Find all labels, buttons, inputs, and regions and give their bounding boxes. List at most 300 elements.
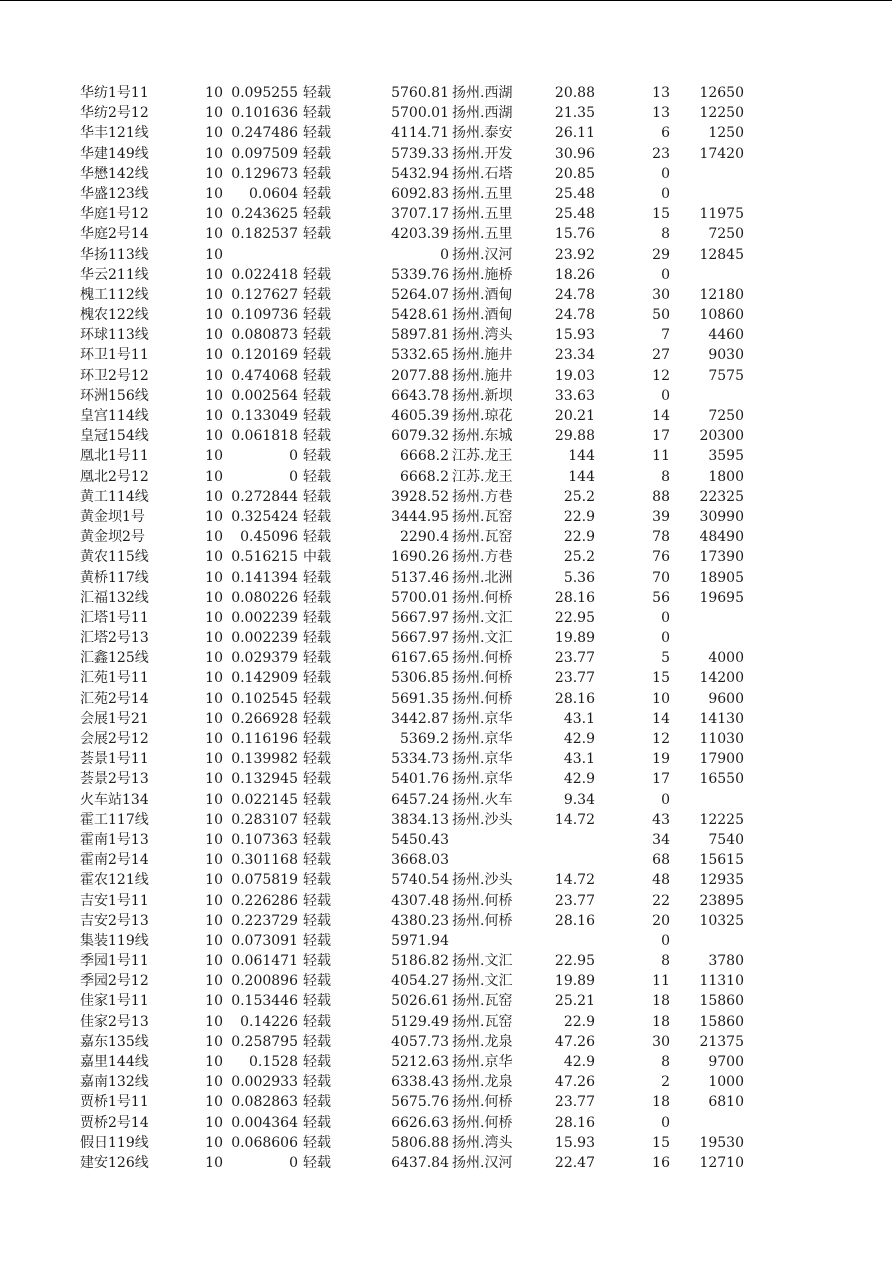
line-name-cell[interactable]: 嘉里144线 — [80, 1054, 149, 1070]
length-cell[interactable]: 20.88 — [554, 85, 595, 101]
line-name-cell[interactable]: 华纺1号11 — [80, 85, 149, 101]
value-cell[interactable] — [675, 608, 744, 628]
substation-cell[interactable]: 扬州.京华 — [452, 771, 513, 788]
load-rate-cell[interactable]: 0.258795 — [231, 1033, 298, 1050]
capacity-cell[interactable]: 6626.63 — [391, 1114, 449, 1131]
line-name-cell[interactable]: 汇塔1号11 — [80, 609, 149, 626]
count-cell[interactable]: 0 — [661, 932, 670, 949]
load-status-cell[interactable]: 轻载 — [303, 1114, 331, 1131]
load-status-cell[interactable]: 轻载 — [303, 367, 331, 384]
voltage-cell[interactable]: 10 — [205, 387, 223, 404]
value-cell[interactable]: 18905 — [699, 569, 744, 586]
value-cell[interactable]: 11030 — [699, 731, 744, 747]
capacity-cell[interactable]: 6437.84 — [391, 1154, 449, 1171]
value-cell[interactable] — [675, 164, 744, 184]
substation-cell[interactable]: 扬州.京华 — [452, 710, 513, 727]
line-name-cell[interactable]: 吉安1号11 — [80, 892, 149, 909]
line-name-cell[interactable]: 贾桥2号14 — [80, 1114, 149, 1131]
load-status-cell[interactable]: 轻载 — [303, 852, 331, 869]
voltage-cell[interactable]: 10 — [205, 892, 223, 909]
capacity-cell[interactable]: 3444.95 — [391, 508, 449, 525]
length-cell[interactable]: 43.1 — [563, 751, 595, 768]
voltage-cell[interactable]: 10 — [205, 1134, 223, 1151]
value-cell[interactable]: 9600 — [708, 690, 744, 707]
value-cell[interactable]: 1250 — [708, 125, 744, 142]
capacity-cell[interactable]: 5428.61 — [391, 307, 449, 324]
load-status-cell[interactable]: 轻载 — [303, 1013, 331, 1030]
load-rate-cell[interactable]: 0.082863 — [231, 1094, 298, 1111]
capacity-cell[interactable]: 4307.48 — [391, 892, 449, 909]
line-name-cell[interactable]: 嘉南132线 — [80, 1074, 149, 1091]
line-name-cell[interactable]: 建安126线 — [80, 1154, 149, 1171]
load-rate-cell[interactable]: 0.002564 — [231, 387, 298, 404]
voltage-cell[interactable]: 10 — [205, 690, 223, 707]
line-name-cell[interactable]: 佳家2号13 — [80, 1013, 149, 1030]
load-rate-cell[interactable]: 0.022145 — [231, 791, 298, 808]
count-cell[interactable]: 43 — [652, 811, 670, 828]
voltage-cell[interactable]: 10 — [205, 650, 223, 667]
value-cell[interactable]: 9700 — [708, 1054, 744, 1070]
length-cell[interactable]: 47.26 — [554, 1074, 595, 1091]
load-rate-cell[interactable]: 0.061471 — [231, 953, 298, 970]
capacity-cell[interactable]: 5212.63 — [391, 1054, 449, 1070]
load-status-cell[interactable]: 轻载 — [303, 408, 331, 424]
line-name-cell[interactable]: 佳家1号11 — [80, 993, 149, 1010]
voltage-cell[interactable]: 10 — [205, 549, 223, 566]
length-cell[interactable]: 15.93 — [554, 1134, 595, 1151]
count-cell[interactable]: 13 — [652, 105, 670, 122]
load-status-cell[interactable]: 轻载 — [303, 488, 331, 505]
line-name-cell[interactable]: 贾桥1号11 — [80, 1094, 149, 1111]
load-rate-cell[interactable]: 0.120169 — [231, 347, 298, 364]
length-cell[interactable]: 22.9 — [563, 529, 595, 546]
substation-cell[interactable]: 扬州.北洲 — [452, 569, 513, 586]
load-rate-cell[interactable]: 0.097509 — [231, 145, 298, 162]
load-rate-cell[interactable]: 0.325424 — [231, 508, 298, 525]
capacity-cell[interactable]: 5675.76 — [391, 1094, 449, 1111]
voltage-cell[interactable]: 10 — [205, 993, 223, 1010]
line-name-cell[interactable]: 华庭2号14 — [80, 226, 149, 243]
count-cell[interactable]: 14 — [652, 408, 670, 424]
line-name-cell[interactable]: 华庭1号12 — [80, 206, 149, 223]
count-cell[interactable]: 68 — [652, 852, 670, 869]
line-name-cell[interactable]: 华云211线 — [80, 266, 149, 283]
voltage-cell[interactable]: 10 — [205, 973, 223, 990]
load-status-cell[interactable]: 轻载 — [303, 1134, 331, 1151]
substation-cell[interactable]: 扬州.方巷 — [452, 549, 513, 566]
value-cell[interactable]: 7540 — [708, 831, 744, 848]
value-cell[interactable] — [675, 265, 744, 285]
substation-cell[interactable]: 扬州.东城 — [452, 428, 513, 445]
voltage-cell[interactable]: 10 — [205, 912, 223, 929]
length-cell[interactable]: 23.77 — [554, 670, 595, 687]
load-status-cell[interactable]: 轻载 — [303, 993, 331, 1010]
line-name-cell[interactable]: 集装119线 — [80, 932, 149, 949]
length-cell[interactable]: 25.21 — [554, 993, 595, 1010]
value-cell[interactable]: 3780 — [708, 953, 744, 970]
substation-cell[interactable]: 扬州.京华 — [452, 1054, 513, 1070]
load-rate-cell[interactable]: 0.004364 — [231, 1114, 298, 1131]
load-rate-cell[interactable]: 0.132945 — [231, 771, 298, 788]
voltage-cell[interactable]: 10 — [205, 529, 223, 546]
length-cell[interactable]: 25.2 — [563, 488, 595, 505]
count-cell[interactable]: 34 — [652, 831, 670, 848]
length-cell[interactable]: 25.48 — [554, 206, 595, 223]
capacity-cell[interactable]: 5369.2 — [400, 731, 449, 747]
capacity-cell[interactable]: 5740.54 — [391, 872, 449, 889]
load-status-cell[interactable]: 轻载 — [303, 428, 331, 445]
substation-cell[interactable] — [452, 830, 523, 850]
value-cell[interactable]: 9030 — [708, 347, 744, 364]
capacity-cell[interactable]: 5264.07 — [391, 286, 449, 303]
length-cell[interactable]: 5.36 — [563, 569, 595, 586]
load-rate-cell[interactable]: 0.14226 — [240, 1013, 298, 1030]
voltage-cell[interactable]: 10 — [205, 1154, 223, 1171]
load-rate-cell[interactable]: 0.243625 — [231, 206, 298, 223]
substation-cell[interactable]: 扬州.汉河 — [452, 246, 513, 263]
load-rate-cell[interactable]: 0.127627 — [231, 286, 298, 303]
length-cell[interactable]: 15.93 — [554, 327, 595, 344]
length-cell[interactable] — [525, 931, 595, 951]
load-status-cell[interactable]: 轻载 — [303, 670, 331, 687]
substation-cell[interactable]: 扬州.五里 — [452, 206, 513, 223]
line-name-cell[interactable]: 华盛123线 — [80, 185, 149, 202]
line-name-cell[interactable]: 黄工114线 — [80, 488, 149, 505]
line-name-cell[interactable]: 黄农115线 — [80, 549, 149, 566]
substation-cell[interactable]: 扬州.沙头 — [452, 811, 513, 828]
line-name-cell[interactable]: 汇苑1号11 — [80, 670, 149, 687]
voltage-cell[interactable]: 10 — [205, 831, 223, 848]
load-rate-cell[interactable]: 0.095255 — [231, 85, 298, 101]
length-cell[interactable]: 28.16 — [554, 1114, 595, 1131]
load-rate-cell[interactable]: 0.068606 — [231, 1134, 298, 1151]
voltage-cell[interactable]: 10 — [205, 731, 223, 747]
load-rate-cell[interactable]: 0.247486 — [231, 125, 298, 142]
capacity-cell[interactable]: 5137.46 — [391, 569, 449, 586]
line-name-cell[interactable]: 皇冠154线 — [80, 428, 149, 445]
load-status-cell[interactable]: 轻载 — [303, 206, 331, 223]
line-name-cell[interactable]: 霍农121线 — [80, 872, 149, 889]
line-name-cell[interactable]: 霍南2号14 — [80, 852, 149, 869]
load-status-cell[interactable]: 轻载 — [303, 286, 331, 303]
value-cell[interactable] — [675, 628, 744, 648]
substation-cell[interactable]: 扬州.酒甸 — [452, 286, 513, 303]
load-rate-cell[interactable]: 0.133049 — [231, 408, 298, 424]
count-cell[interactable]: 10 — [652, 690, 670, 707]
load-rate-cell[interactable]: 0.002239 — [231, 630, 298, 647]
voltage-cell[interactable]: 10 — [205, 105, 223, 122]
substation-cell[interactable]: 扬州.何桥 — [452, 589, 513, 606]
substation-cell[interactable]: 扬州.泰安 — [452, 125, 513, 142]
load-status-cell[interactable]: 轻载 — [303, 448, 331, 465]
load-status-cell[interactable]: 轻载 — [303, 347, 331, 364]
capacity-cell[interactable]: 5667.97 — [391, 609, 449, 626]
load-rate-cell[interactable]: 0.141394 — [231, 569, 298, 586]
length-cell[interactable]: 23.77 — [554, 892, 595, 909]
voltage-cell[interactable]: 10 — [205, 428, 223, 445]
value-cell[interactable]: 7250 — [708, 408, 744, 424]
substation-cell[interactable]: 扬州.何桥 — [452, 912, 513, 929]
voltage-cell[interactable]: 10 — [205, 206, 223, 223]
line-name-cell[interactable]: 会展1号21 — [80, 710, 149, 727]
substation-cell[interactable]: 扬州.瓦窑 — [452, 993, 513, 1010]
substation-cell[interactable]: 扬州.西湖 — [452, 105, 513, 122]
load-status-cell[interactable]: 轻载 — [303, 185, 331, 202]
load-status-cell[interactable]: 轻载 — [303, 529, 331, 546]
count-cell[interactable]: 0 — [661, 609, 670, 626]
count-cell[interactable]: 5 — [661, 650, 670, 667]
voltage-cell[interactable]: 10 — [205, 246, 223, 263]
substation-cell[interactable]: 扬州.施桥 — [452, 266, 513, 283]
substation-cell[interactable]: 扬州.文汇 — [452, 973, 513, 990]
substation-cell[interactable]: 扬州.何桥 — [452, 1094, 513, 1111]
substation-cell[interactable]: 扬州.龙泉 — [452, 1074, 513, 1091]
length-cell[interactable]: 47.26 — [554, 1033, 595, 1050]
capacity-cell[interactable]: 4380.23 — [391, 912, 449, 929]
length-cell[interactable]: 22.47 — [554, 1154, 595, 1171]
load-status-cell[interactable] — [303, 245, 343, 265]
load-status-cell[interactable]: 轻载 — [303, 1154, 331, 1171]
capacity-cell[interactable]: 6668.2 — [400, 468, 449, 485]
load-status-cell[interactable]: 轻载 — [303, 710, 331, 727]
line-name-cell[interactable]: 嘉东135线 — [80, 1033, 149, 1050]
capacity-cell[interactable]: 4605.39 — [391, 408, 449, 424]
load-rate-cell[interactable]: 0.226286 — [231, 892, 298, 909]
count-cell[interactable]: 48 — [652, 872, 670, 889]
line-name-cell[interactable]: 吉安2号13 — [80, 912, 149, 929]
voltage-cell[interactable]: 10 — [205, 589, 223, 606]
voltage-cell[interactable]: 10 — [205, 226, 223, 243]
voltage-cell[interactable]: 10 — [205, 508, 223, 525]
value-cell[interactable]: 17900 — [699, 751, 744, 768]
count-cell[interactable]: 18 — [652, 993, 670, 1010]
length-cell[interactable] — [525, 850, 595, 870]
capacity-cell[interactable]: 0 — [440, 246, 449, 263]
capacity-cell[interactable]: 5806.88 — [391, 1134, 449, 1151]
load-rate-cell[interactable]: 0.272844 — [231, 488, 298, 505]
line-name-cell[interactable]: 霍南1号13 — [80, 831, 149, 848]
capacity-cell[interactable]: 5971.94 — [391, 932, 449, 949]
capacity-cell[interactable]: 6167.65 — [391, 650, 449, 667]
voltage-cell[interactable]: 10 — [205, 1013, 223, 1030]
line-name-cell[interactable]: 华丰121线 — [80, 125, 149, 142]
substation-cell[interactable]: 扬州.何桥 — [452, 690, 513, 707]
load-status-cell[interactable]: 轻载 — [303, 811, 331, 828]
voltage-cell[interactable]: 10 — [205, 1094, 223, 1111]
load-status-cell[interactable]: 轻载 — [303, 1074, 331, 1091]
load-rate-cell[interactable]: 0.153446 — [231, 993, 298, 1010]
load-status-cell[interactable]: 轻载 — [303, 569, 331, 586]
value-cell[interactable]: 19695 — [699, 589, 744, 606]
length-cell[interactable]: 29.88 — [554, 428, 595, 445]
voltage-cell[interactable]: 10 — [205, 125, 223, 142]
load-rate-cell[interactable]: 0.142909 — [231, 670, 298, 687]
value-cell[interactable]: 12935 — [699, 872, 744, 889]
load-status-cell[interactable]: 轻载 — [303, 105, 331, 122]
value-cell[interactable]: 7250 — [708, 226, 744, 243]
length-cell[interactable]: 19.89 — [554, 630, 595, 647]
length-cell[interactable]: 26.11 — [554, 125, 595, 142]
length-cell[interactable]: 14.72 — [554, 872, 595, 889]
load-rate-cell[interactable]: 0 — [289, 468, 298, 485]
load-status-cell[interactable]: 轻载 — [303, 731, 331, 747]
length-cell[interactable]: 14.72 — [554, 811, 595, 828]
load-status-cell[interactable]: 轻载 — [303, 932, 331, 949]
capacity-cell[interactable]: 4054.27 — [391, 973, 449, 990]
value-cell[interactable]: 12225 — [699, 811, 744, 828]
capacity-cell[interactable]: 5306.85 — [391, 670, 449, 687]
value-cell[interactable]: 48490 — [699, 529, 744, 546]
load-status-cell[interactable]: 轻载 — [303, 226, 331, 243]
count-cell[interactable]: 14 — [652, 710, 670, 727]
line-name-cell[interactable]: 假日119线 — [80, 1134, 149, 1151]
load-rate-cell[interactable]: 0.1528 — [249, 1054, 298, 1070]
voltage-cell[interactable]: 10 — [205, 569, 223, 586]
value-cell[interactable] — [675, 790, 744, 810]
count-cell[interactable]: 30 — [652, 1033, 670, 1050]
load-status-cell[interactable]: 轻载 — [303, 1094, 331, 1111]
count-cell[interactable]: 8 — [661, 226, 670, 243]
line-name-cell[interactable]: 荟景1号11 — [80, 751, 149, 768]
value-cell[interactable]: 15860 — [699, 1013, 744, 1030]
voltage-cell[interactable]: 10 — [205, 165, 223, 182]
capacity-cell[interactable]: 5760.81 — [391, 85, 449, 101]
count-cell[interactable]: 17 — [652, 771, 670, 788]
value-cell[interactable] — [675, 931, 744, 951]
voltage-cell[interactable]: 10 — [205, 670, 223, 687]
voltage-cell[interactable]: 10 — [205, 266, 223, 283]
count-cell[interactable]: 11 — [652, 973, 670, 990]
voltage-cell[interactable]: 10 — [205, 872, 223, 889]
length-cell[interactable]: 20.85 — [554, 165, 595, 182]
substation-cell[interactable]: 扬州.何桥 — [452, 670, 513, 687]
capacity-cell[interactable]: 3834.13 — [391, 811, 449, 828]
length-cell[interactable]: 15.76 — [554, 226, 595, 243]
value-cell[interactable]: 7575 — [708, 367, 744, 384]
count-cell[interactable]: 0 — [661, 165, 670, 182]
count-cell[interactable]: 39 — [652, 508, 670, 525]
voltage-cell[interactable]: 10 — [205, 771, 223, 788]
substation-cell[interactable]: 扬州.瓦窑 — [452, 1013, 513, 1030]
capacity-cell[interactable]: 3442.87 — [391, 710, 449, 727]
value-cell[interactable] — [675, 386, 744, 406]
load-status-cell[interactable]: 轻载 — [303, 387, 331, 404]
voltage-cell[interactable]: 10 — [205, 1114, 223, 1131]
load-status-cell[interactable]: 轻载 — [303, 791, 331, 808]
load-status-cell[interactable]: 轻载 — [303, 912, 331, 929]
load-rate-cell[interactable]: 0.101636 — [231, 105, 298, 122]
substation-cell[interactable]: 江苏.龙王 — [452, 448, 513, 465]
capacity-cell[interactable]: 5691.35 — [391, 690, 449, 707]
load-status-cell[interactable]: 轻载 — [303, 125, 331, 142]
value-cell[interactable]: 11975 — [699, 206, 744, 223]
line-name-cell[interactable]: 环卫1号11 — [80, 347, 149, 364]
capacity-cell[interactable]: 6643.78 — [391, 387, 449, 404]
line-name-cell[interactable]: 华懋142线 — [80, 165, 149, 182]
value-cell[interactable]: 20300 — [699, 428, 744, 445]
capacity-cell[interactable]: 2077.88 — [391, 367, 449, 384]
voltage-cell[interactable]: 10 — [205, 327, 223, 344]
line-name-cell[interactable]: 槐工112线 — [80, 286, 149, 303]
line-name-cell[interactable]: 黄桥117线 — [80, 569, 149, 586]
length-cell[interactable]: 18.26 — [554, 266, 595, 283]
load-rate-cell[interactable]: 0 — [289, 448, 298, 465]
line-name-cell[interactable]: 会展2号12 — [80, 731, 149, 747]
capacity-cell[interactable]: 5026.61 — [391, 993, 449, 1010]
substation-cell[interactable]: 扬州.何桥 — [452, 892, 513, 909]
load-status-cell[interactable]: 轻载 — [303, 690, 331, 707]
voltage-cell[interactable]: 10 — [205, 791, 223, 808]
load-rate-cell[interactable]: 0.075819 — [231, 872, 298, 889]
substation-cell[interactable]: 扬州.湾头 — [452, 327, 513, 344]
length-cell[interactable]: 43.1 — [563, 710, 595, 727]
load-status-cell[interactable]: 轻载 — [303, 1033, 331, 1050]
substation-cell[interactable]: 扬州.火车 — [452, 791, 513, 808]
load-status-cell[interactable]: 轻载 — [303, 831, 331, 848]
substation-cell[interactable]: 扬州.京华 — [452, 731, 513, 747]
count-cell[interactable]: 8 — [661, 953, 670, 970]
length-cell[interactable]: 25.48 — [554, 185, 595, 202]
load-status-cell[interactable]: 轻载 — [303, 327, 331, 344]
substation-cell[interactable]: 扬州.施井 — [452, 367, 513, 384]
capacity-cell[interactable]: 5700.01 — [391, 105, 449, 122]
voltage-cell[interactable]: 10 — [205, 347, 223, 364]
line-name-cell[interactable]: 环卫2号12 — [80, 367, 149, 384]
load-status-cell[interactable]: 轻载 — [303, 145, 331, 162]
length-cell[interactable]: 22.95 — [554, 953, 595, 970]
line-name-cell[interactable]: 凰北2号12 — [80, 468, 149, 485]
capacity-cell[interactable]: 5401.76 — [391, 771, 449, 788]
line-name-cell[interactable]: 汇福132线 — [80, 589, 149, 606]
capacity-cell[interactable]: 3668.03 — [391, 852, 449, 869]
count-cell[interactable]: 12 — [652, 731, 670, 747]
count-cell[interactable]: 13 — [652, 85, 670, 101]
load-rate-cell[interactable]: 0.301168 — [231, 852, 298, 869]
load-rate-cell[interactable]: 0 — [289, 1154, 298, 1171]
substation-cell[interactable]: 扬州.西湖 — [452, 85, 513, 101]
capacity-cell[interactable]: 5339.76 — [391, 266, 449, 283]
substation-cell[interactable]: 扬州.沙头 — [452, 872, 513, 889]
count-cell[interactable]: 70 — [652, 569, 670, 586]
line-name-cell[interactable]: 槐农122线 — [80, 307, 149, 324]
length-cell[interactable]: 21.35 — [554, 105, 595, 122]
value-cell[interactable]: 21375 — [699, 1033, 744, 1050]
count-cell[interactable]: 15 — [652, 1134, 670, 1151]
value-cell[interactable]: 12710 — [699, 1154, 744, 1171]
load-rate-cell[interactable]: 0.283107 — [231, 811, 298, 828]
voltage-cell[interactable]: 10 — [205, 1054, 223, 1070]
value-cell[interactable]: 1800 — [708, 468, 744, 485]
substation-cell[interactable]: 扬州.瓦窑 — [452, 529, 513, 546]
count-cell[interactable]: 0 — [661, 387, 670, 404]
count-cell[interactable]: 2 — [661, 1074, 670, 1091]
count-cell[interactable]: 29 — [652, 246, 670, 263]
value-cell[interactable] — [675, 1113, 744, 1133]
count-cell[interactable]: 22 — [652, 892, 670, 909]
line-name-cell[interactable]: 汇苑2号14 — [80, 690, 149, 707]
length-cell[interactable] — [525, 830, 595, 850]
voltage-cell[interactable]: 10 — [205, 468, 223, 485]
substation-cell[interactable]: 扬州.施井 — [452, 347, 513, 364]
line-name-cell[interactable]: 凰北1号11 — [80, 448, 149, 465]
load-rate-cell[interactable]: 0.002933 — [231, 1074, 298, 1091]
capacity-cell[interactable]: 3928.52 — [391, 488, 449, 505]
line-name-cell[interactable]: 华扬113线 — [80, 246, 149, 263]
load-status-cell[interactable]: 轻载 — [303, 1054, 331, 1070]
capacity-cell[interactable]: 5897.81 — [391, 327, 449, 344]
load-rate-cell[interactable]: 0.116196 — [231, 731, 298, 747]
length-cell[interactable]: 19.89 — [554, 973, 595, 990]
